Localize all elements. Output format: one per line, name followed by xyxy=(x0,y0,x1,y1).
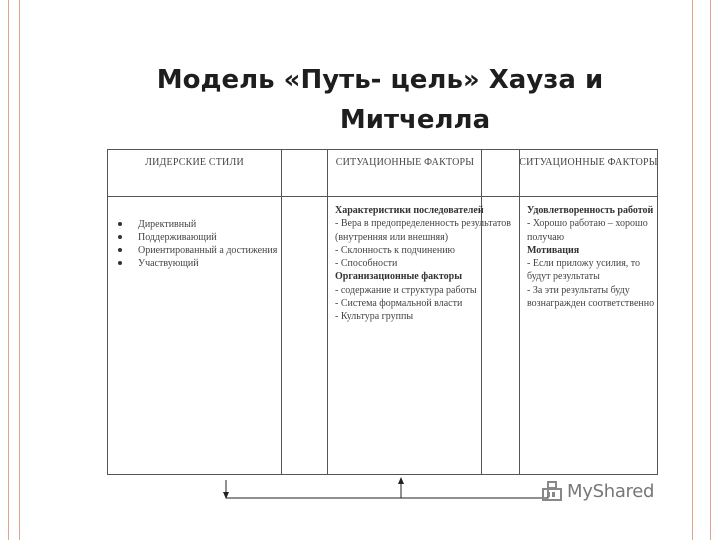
factor-item: - Склонность к подчинению xyxy=(335,244,456,256)
arrow-up-icon xyxy=(398,477,404,484)
factor-item: - Хорошо работаю – хорошо получаю xyxy=(527,218,648,243)
factor-item: - За эти результаты буду вознагражден соответственно xyxy=(527,284,655,310)
factor-item: - содержание и структура работы xyxy=(335,284,477,296)
header-situational-factors-1: СИТУАЦИОННЫЕ ФАКТОРЫ xyxy=(335,157,475,168)
list-item: Директивный xyxy=(114,218,282,231)
myshared-watermark xyxy=(541,476,661,506)
header-situational-factors-2: СИТУАЦИОННЫЕ ФАКТОРЫ xyxy=(519,157,658,168)
list-item: Ориентированный а достижения xyxy=(114,244,282,257)
factor-item: - Если приложу усилия, то будут результаты xyxy=(527,258,641,283)
factor-item: - Система формальной власти xyxy=(335,298,463,310)
myshared-logo-icon xyxy=(541,479,563,503)
section-heading: Характеристики последователей xyxy=(335,205,484,216)
list-item: Поддерживающий xyxy=(114,231,282,244)
factor-item: - Вера в предопределенность результатов (внутренняя или внешняя) xyxy=(335,218,511,243)
slide-title-line-2: Митчелла xyxy=(339,105,491,135)
slide-title-line-1: Модель «Путь- цель» Хауза и xyxy=(156,65,604,95)
section-heading: Удовлетворенность работой xyxy=(527,205,654,216)
header-leadership-styles: ЛИДЕРСКИЕ СТИЛИ xyxy=(145,157,244,168)
section-heading: Мотивация xyxy=(527,244,580,256)
list-item: Участвующий xyxy=(114,257,282,270)
connector-line xyxy=(226,480,548,498)
section-heading: Организационные факторы xyxy=(335,271,463,283)
factor-item: - Способности xyxy=(335,258,398,270)
watermark-text: MyShared xyxy=(567,480,655,502)
factor-item: - Культура группы xyxy=(335,311,414,323)
